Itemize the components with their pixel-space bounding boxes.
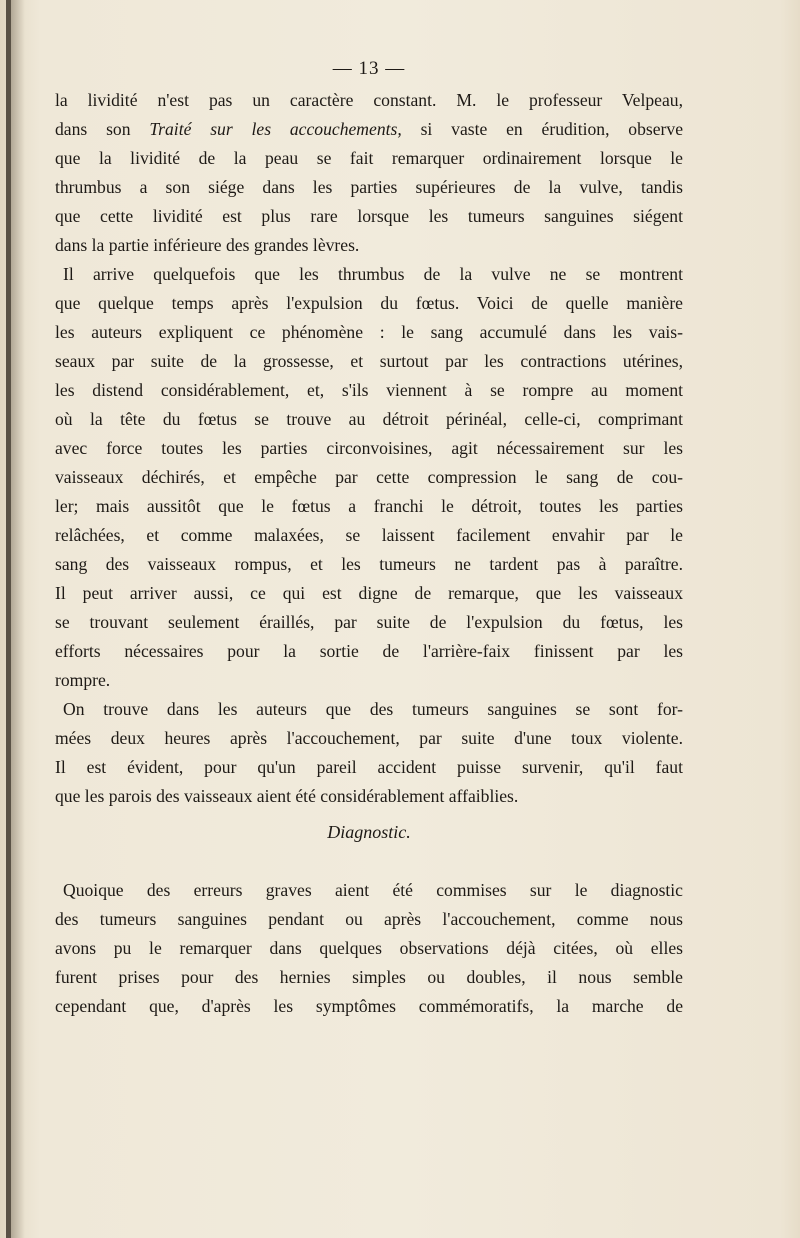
- text-line: Il peut arriver aussi, ce qui est digne de remarque, que les vaisseaux: [55, 583, 683, 603]
- text-line: Quoique des erreurs graves aient été commises sur le diagnostic: [63, 880, 683, 900]
- text-line: que cette lividité est plus rare lorsque les tumeurs sanguines siégent: [55, 206, 683, 226]
- text-line: efforts nécessaires pour la sortie de l'arrière-faix finissent par les: [55, 641, 683, 661]
- text-line: furent prises pour des hernies simples ou doubles, il nous semble: [55, 967, 683, 987]
- text-line: où la tête du fœtus se trouve au détroit périnéal, celle-ci, comprimant: [55, 409, 683, 429]
- text-line: avons pu le remarquer dans quelques observations déjà citées, où elles: [55, 938, 683, 958]
- text-line: mées deux heures après l'accouchement, par suite d'une toux violente.: [55, 728, 683, 748]
- text-line: seaux par suite de la grossesse, et surtout par les contractions utérines,: [55, 351, 683, 371]
- text-line: les distend considérablement, et, s'ils viennent à se rompre au moment: [55, 380, 683, 400]
- text-fragment: dans son: [55, 119, 150, 139]
- text-line: vaisseaux déchirés, et empêche par cette compression le sang de cou-: [55, 467, 683, 487]
- text-line: que la lividité de la peau se fait remarquer ordinairement lorsque le: [55, 148, 683, 168]
- text-line: les auteurs expliquent ce phénomène : le sang accumulé dans les vais-: [55, 322, 683, 342]
- page-number: — 13 —: [332, 58, 406, 79]
- text-line: des tumeurs sanguines pendant ou après l'accouchement, comme nous: [55, 909, 683, 929]
- text-line: dans la partie inférieure des grandes lèvres.: [55, 235, 360, 255]
- text-line: la lividité n'est pas un caractère constant. M. le professeur Velpeau,: [55, 90, 683, 110]
- text-line: cependant que, d'après les symptômes commémoratifs, la marche de: [55, 996, 683, 1016]
- text-line: relâchées, et comme malaxées, se laissent facilement envahir par le: [55, 525, 683, 545]
- text-line: que quelque temps après l'expulsion du fœtus. Voici de quelle manière: [55, 293, 683, 313]
- text-line: sang des vaisseaux rompus, et les tumeurs ne tardent pas à paraître.: [55, 554, 683, 574]
- text-fragment: si vaste en érudition, observe: [401, 119, 683, 139]
- text-line: On trouve dans les auteurs que des tumeurs sanguines se sont for-: [63, 699, 683, 719]
- text-line: [55, 115, 683, 143]
- text-line: se trouvant seulement éraillés, par suite de l'expulsion du fœtus, les: [55, 612, 683, 632]
- section-heading: Diagnostic.: [327, 822, 411, 842]
- book-title: Traité sur les accouchements,: [149, 119, 402, 139]
- text-line: Il est évident, pour qu'un pareil accident puisse survenir, qu'il faut: [55, 757, 683, 777]
- text-line: thrumbus a son siége dans les parties supérieures de la vulve, tandis: [55, 177, 683, 197]
- binding-shadow: [11, 0, 25, 1238]
- text-line: rompre.: [55, 670, 111, 690]
- text-line: que les parois des vaisseaux aient été considérablement affaiblies.: [55, 786, 519, 806]
- text-line: Il arrive quelquefois que les thrumbus de la vulve ne se montrent: [63, 264, 683, 284]
- text-line: avec force toutes les parties circonvoisines, agit nécessairement sur les: [55, 438, 683, 458]
- text-line: ler; mais aussitôt que le fœtus a franchi le détroit, toutes les parties: [55, 496, 683, 516]
